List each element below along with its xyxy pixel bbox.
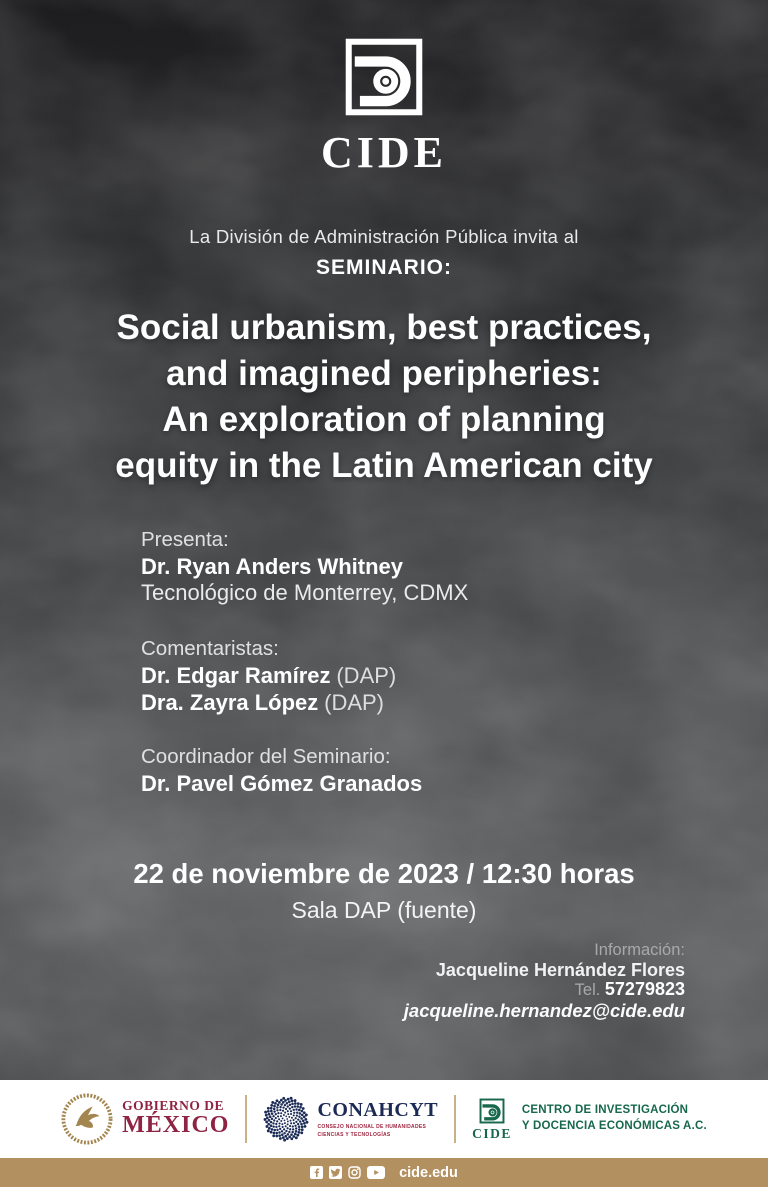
title-line-3: An exploration of planning [162, 400, 606, 439]
twitter-icon [329, 1166, 342, 1179]
instagram-icon [348, 1166, 361, 1179]
youtube-icon [367, 1166, 385, 1179]
conahcyt-subline2: CIENCIAS Y TECNOLOGÍAS [317, 1131, 391, 1138]
website-url: cide.edu [399, 1164, 458, 1181]
title-line-4: equity in the Latin American city [115, 446, 653, 485]
tel-number: 57279823 [604, 979, 685, 999]
gobierno-de-mexico-logo [61, 1093, 229, 1145]
contact-label: Información: [594, 941, 685, 959]
conahcyt-text [317, 1099, 438, 1139]
facebook-icon [310, 1166, 323, 1179]
coordinator-label: Coordinador del Seminario: [141, 745, 391, 768]
presenter-section [141, 527, 468, 607]
conahcyt-flower-icon [263, 1096, 309, 1142]
schedule-block [0, 858, 768, 924]
event-location: Sala DAP (fuente) [291, 897, 477, 923]
commentator-affiliation: (DAP) [324, 690, 385, 715]
cide-footer-wordmark: CIDE [472, 1125, 512, 1141]
cide-logo-icon [478, 1097, 506, 1125]
cide-footer-text [522, 1103, 707, 1134]
footer-divider [454, 1095, 456, 1143]
cide-footer-logo [472, 1097, 707, 1142]
gobierno-line2: MÉXICO [122, 1112, 230, 1139]
commentator-name: Dra. Zayra López [141, 690, 319, 715]
conahcyt-wordmark: CONAHCYT [317, 1099, 439, 1121]
conahcyt-logo [263, 1096, 438, 1142]
commentators-section [141, 636, 396, 718]
cide-wordmark: CIDE [320, 128, 448, 177]
contact-block [404, 941, 685, 1020]
gobierno-text [122, 1099, 229, 1138]
commentator-row [141, 690, 396, 718]
presenter-affiliation: Tecnológico de Monterrey, CDMX [141, 580, 469, 605]
tel-label: Tel. [574, 981, 605, 999]
coordinator-name: Dr. Pavel Gómez Granados [141, 770, 423, 796]
mexico-eagle-seal-icon [61, 1093, 113, 1145]
conahcyt-subline1: CONSEJO NACIONAL DE HUMANIDADES [317, 1124, 427, 1130]
cide-footer-mark [472, 1097, 512, 1142]
invitation-intro [0, 226, 768, 280]
presenter-label: Presenta: [141, 528, 229, 551]
coordinator-section [141, 744, 422, 797]
title-line-1: Social urbanism, best practices, [116, 308, 652, 347]
contact-email: jacqueline.hernandez@cide.edu [403, 999, 685, 1021]
header-logo-block [0, 34, 768, 178]
commentators-label: Comentaristas: [141, 637, 279, 660]
contact-name: Jacqueline Hernández Flores [435, 959, 685, 980]
cide-footer-line1: CENTRO DE INVESTIGACIÓN [521, 1104, 689, 1117]
cide-logo-icon [341, 34, 427, 120]
seminar-heading: SEMINARIO: [316, 256, 452, 279]
commentator-row [141, 663, 396, 691]
gobierno-line1: GOBIERNO DE [122, 1098, 225, 1114]
event-datetime: 22 de noviembre de 2023 / 12:30 horas [133, 858, 635, 889]
social-bar [0, 1158, 768, 1187]
invitation-text: La División de Administración Pública invita al [189, 226, 579, 247]
cide-footer-line2: Y DOCENCIA ECONÓMICAS A.C. [521, 1120, 707, 1132]
institutional-footer [0, 1080, 768, 1158]
contact-phone [404, 980, 685, 1001]
conahcyt-subtitle [317, 1124, 438, 1139]
presenter-name: Dr. Ryan Anders Whitney [141, 553, 404, 579]
footer-divider [245, 1095, 247, 1143]
commentator-name: Dr. Edgar Ramírez [141, 662, 331, 688]
seminar-title [0, 305, 768, 489]
title-line-2: and imagined peripheries: [166, 354, 602, 393]
commentator-affiliation: (DAP) [336, 662, 397, 688]
